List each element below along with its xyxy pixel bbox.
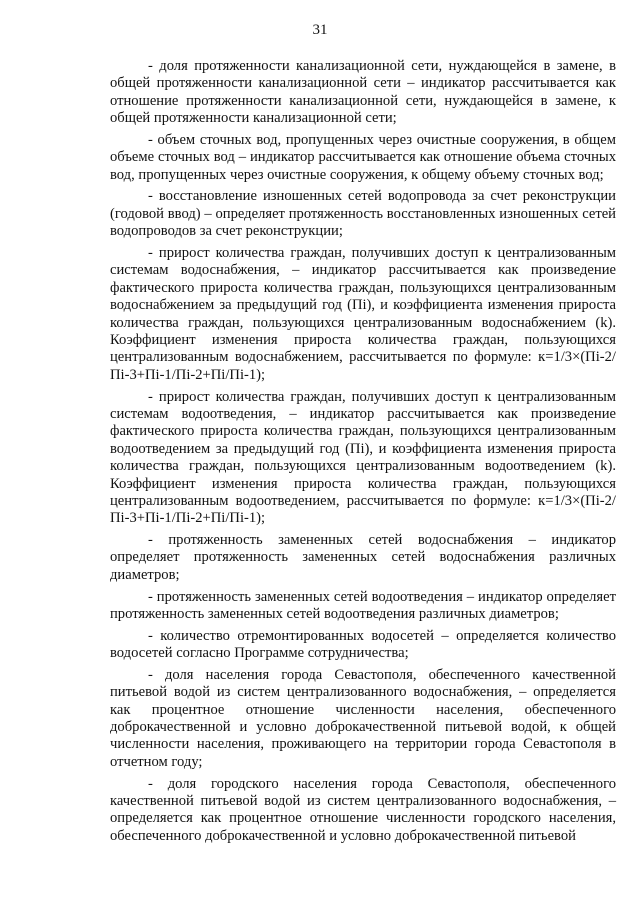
page-body: [110, 58, 616, 845]
paragraph-wastewater-treated-volume: - объем сточных вод, пропущенных через очистные сооружения, в общем объеме сточных вод – индикатор рассчитывается как отношение объема сточных вод, пропущенных через очистные сооружения, к общему объему сточных вод;: [110, 131, 616, 183]
paragraph-replaced-sewer-networks: - протяженность замененных сетей водоотведения – индикатор определяет протяженность замененных сетей водоотведения различных диаметров;: [110, 588, 616, 622]
paragraph-urban-population-quality-water-share: - доля городского населения города Севастополя, обеспеченного качественной питьевой водой из систем централизованного водоснабжения, – определяется как процентное отношение численности городского населения, обеспеченного доброкачественной и условно доброкачественной питьевой: [110, 775, 616, 844]
paragraph-sewer-replacement-share: - доля протяженности канализационной сети, нуждающейся в замене, в общей протяженности канализационной сети – индикатор рассчитывается как отношение протяженности канализационной сети, нуждающейся в замене, к общей протяженности канализационной сети;: [110, 58, 616, 127]
paragraph-population-quality-water-share: - доля населения города Севастополя, обеспеченного качественной питьевой водой из систем централизованного водоснабжения, – определяется как процентное отношение численности населения, обеспеченного доброкачественной и условно доброкачественной питьевой водой, к общей численности населения, проживающего на территории города Севастополя в отчетном году;: [110, 666, 616, 770]
paragraph-repaired-networks-count: - количество отремонтированных водосетей – определяется количество водосетей согласно Программе сотрудничества;: [110, 627, 616, 662]
paragraph-sewerage-access-growth: - прирост количества граждан, получивших доступ к централизованным системам водоотведения, – индикатор рассчитывается как произведение фактического прироста количества граждан, пользующихся централизованным водоотведением за предыдущий год (Пi), и коэффициента изменения прироста количества граждан, пользующихся централизованным водоотведением (k). Коэффициент изменения прироста количества граждан, пользующихся централизованным водоотведением, рассчитывается по формуле: к=1/3×(Пi-2/Пi-3+Пi-1/Пi-2+Пi/Пi-1);: [110, 388, 616, 527]
paragraph-replaced-water-networks: - протяженность замененных сетей водоснабжения – индикатор определяет протяженность замененных сетей водоснабжения различных диаметров;: [110, 532, 616, 583]
page-number: 31: [312, 22, 328, 38]
paragraph-water-network-restoration: - восстановление изношенных сетей водопровода за счет реконструкции (годовой ввод) – определяет протяженность восстановленных изношенных сетей водопроводов за счет реконструкции;: [110, 188, 616, 240]
paragraph-water-supply-access-growth: - прирост количества граждан, получивших доступ к централизованным системам водоснабжения, – индикатор рассчитывается как произведение фактического прироста количества граждан, пользующихся централизованным водоснабжением за предыдущий год (Пi), и коэффициента изменения прироста количества граждан, пользующихся централизованным водоснабжением (k). Коэффициент изменения прироста количества граждан, пользующихся централизованным водоснабжением, рассчитывается по формуле: к=1/3×(Пi-2/Пi-3+Пi-1/Пi-2+Пi/Пi-1);: [110, 244, 616, 383]
